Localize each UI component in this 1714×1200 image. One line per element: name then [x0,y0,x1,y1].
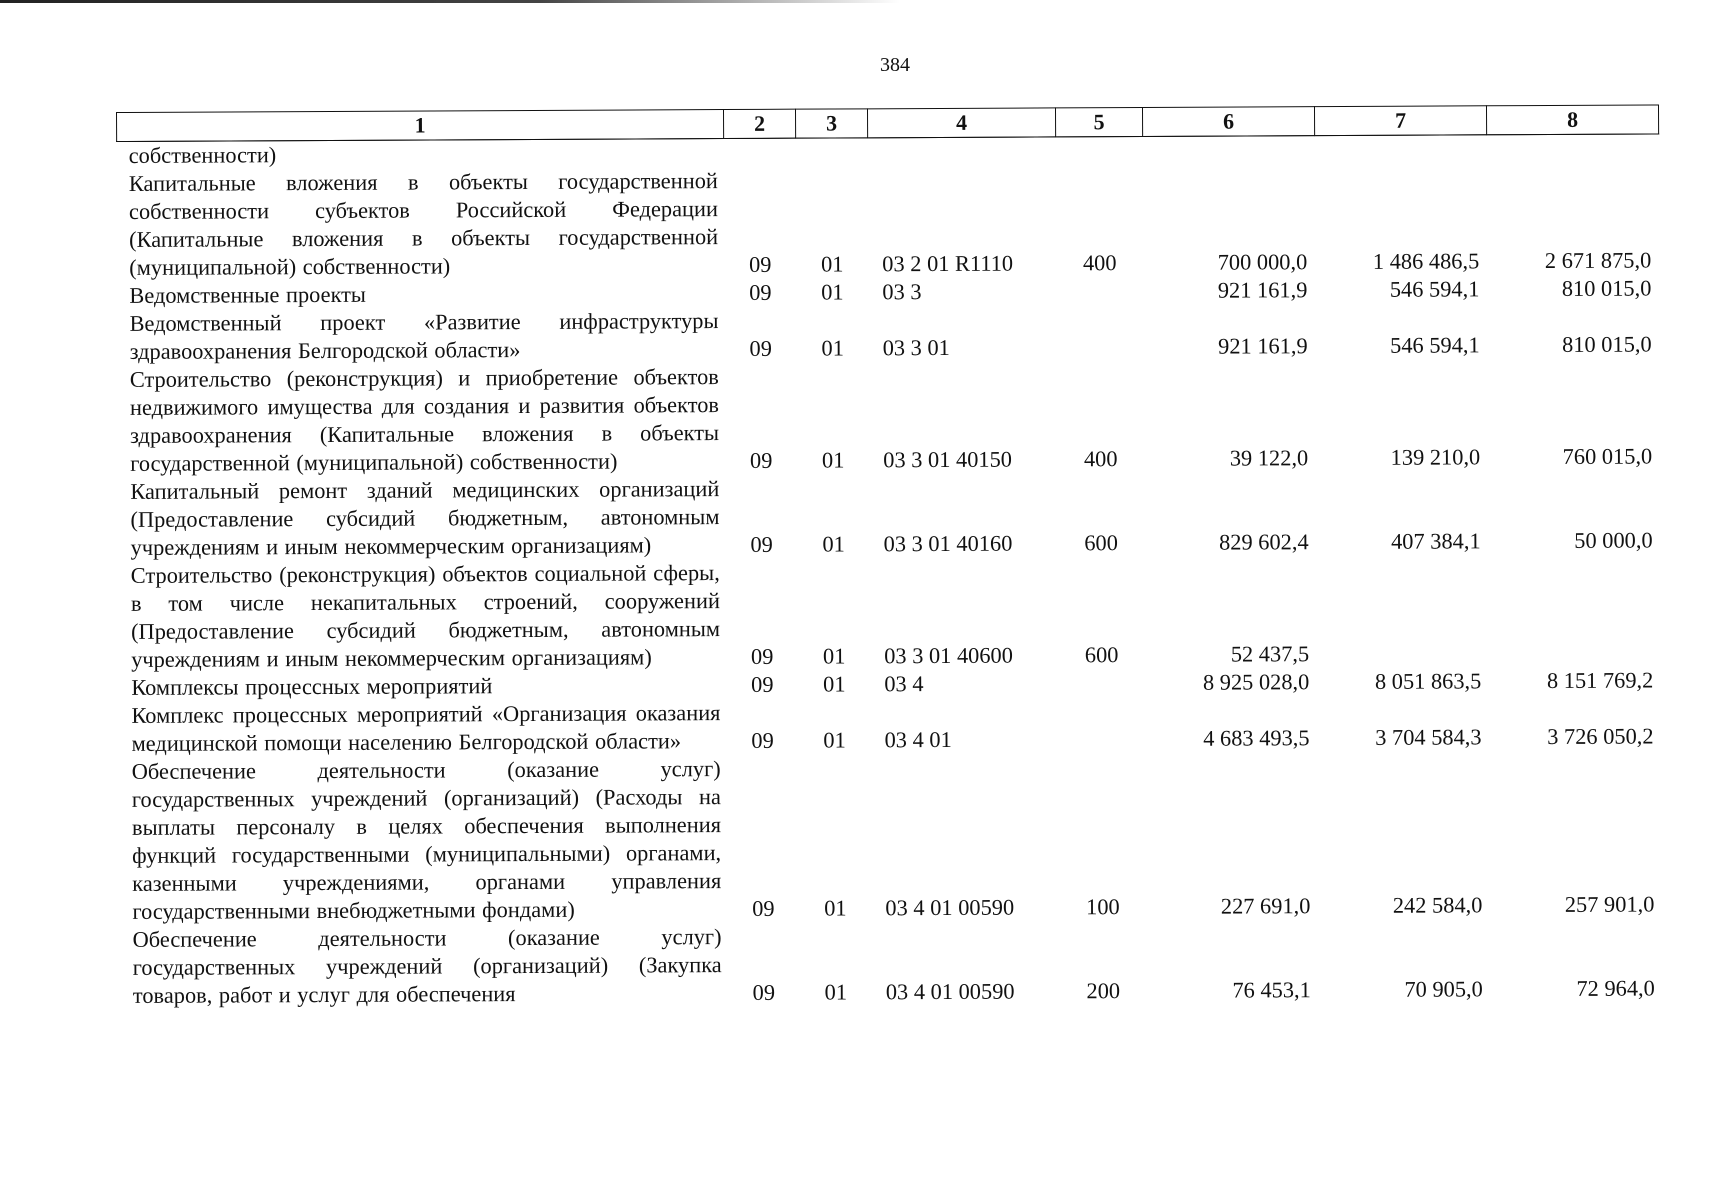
column-header-7: 7 [1314,106,1486,136]
table-row [119,694,1661,758]
table-row [120,918,1662,1010]
target-article-code: 03 4 01 00590 [885,894,1015,921]
amount-col-6: 700 000,0 [1217,249,1308,275]
amount-col-7: 546 594,1 [1389,276,1480,302]
subsection-code: 01 [824,979,848,1005]
target-article-code: 03 4 01 00590 [885,978,1015,1005]
amount-col-6: 39 122,0 [1229,445,1309,471]
subsection-code: 01 [822,531,845,557]
expense-type-code: 600 [1084,530,1118,556]
amount-col-7: 70 905,0 [1404,976,1483,1002]
amount-col-8: 810 015,0 [1562,331,1652,357]
row-description: Обеспечение деятельности (оказание услуг) государственных учреждений (организаций) (Закупка товаров, работ и услуг для обеспечения [132,924,722,1008]
amount-col-7: 3 704 584,3 [1375,724,1482,750]
target-article-code: 03 4 [884,671,924,697]
amount-col-8 [1487,134,1659,163]
amount-col-7: 546 594,1 [1390,332,1480,358]
amount-col-6: 4 683 493,5 [1203,725,1310,751]
amount-col-7: 1 486 486,5 [1372,248,1480,274]
table-row [117,302,1659,366]
row-description: Капитальный ремонт зданий медицинских организаций (Предоставление субсидий бюджетным, автономным учреждениям и иным некоммерческим организациям) [130,476,720,560]
table-row [117,162,1660,282]
row-description: Обеспечение деятельности (оказание услуг) государственных учреждений (организаций) (Расходы на выплаты персоналу в целях обеспечения выполнения функций государственными (муниципальными) органами, казенными учреждениями, органами управления государственными внебюджетными фондами) [131,756,722,924]
subsection-code: 01 [821,279,844,305]
budget-table [116,104,1663,1010]
target-article-code: 03 3 01 40600 [884,642,1013,669]
row-description: Капитальные вложения в объекты государственной собственности субъектов Российской Федерации (Капитальные вложения в объекты государственной (муниципальной) собственности) [128,168,719,280]
row-description: Строительство (реконструкция) объектов социальной сферы, в том числе некапитальных строений, сооружений (Предоставление субсидий бюджетным, автономным учреждениям и иным некоммерческим организациям) [130,560,721,672]
expense-type-code: 200 [1086,978,1121,1004]
expense-type-code: 600 [1084,642,1119,668]
subsection-code: 01 [823,727,846,753]
column-header-6: 6 [1142,107,1314,137]
section-code: 09 [749,279,772,305]
expense-type-code [1058,669,1145,697]
target-article-code: 03 4 01 [884,726,952,753]
table-body [117,134,1663,1010]
amount-col-8: 760 015,0 [1562,443,1653,469]
subsection-code: 01 [824,895,847,921]
section-code: 09 [749,335,772,361]
column-header-4: 4 [867,108,1055,138]
subsection-code: 01 [823,671,846,697]
subsection-code: 01 [821,447,845,473]
row-description: собственности) [128,142,277,168]
subsection-code: 01 [820,251,844,277]
row-description: Ведомственные проекты [129,281,367,308]
section-code: 09 [750,643,774,669]
table-row [118,358,1661,478]
expense-type-code [1058,697,1145,753]
column-header-8: 8 [1486,105,1658,135]
subsection-code: 01 [821,335,844,361]
scan-edge-shadow [0,0,900,3]
column-header-3: 3 [795,109,867,138]
column-header-5: 5 [1055,107,1142,136]
amount-col-8 [1489,554,1662,667]
page-number: 384 [880,54,910,76]
target-article-code: 03 3 01 [882,334,950,361]
column-header-1: 1 [117,110,724,142]
amount-col-7: 407 384,1 [1390,528,1481,554]
expense-type-code [1056,305,1143,361]
subsection-code: 01 [822,643,846,669]
row-description: Строительство (реконструкция) и приобретение объектов недвижимого имущества для создания и развития объектов здравоохранения (Капитальные вложения в объекты государственной (муниципальной) собственности) [129,364,720,476]
section-code: 09 [750,531,773,557]
subsection-code [796,138,868,167]
amount-col-6: 921 161,9 [1218,333,1308,359]
section-code: 09 [748,251,772,277]
expense-type-code [1056,277,1143,305]
row-description: Комплекс процессных мероприятий «Организация оказания медицинской помощи населению Белгородской области» [131,700,721,756]
amount-col-7: 8 051 863,5 [1374,668,1482,694]
section-code: 09 [749,447,773,473]
amount-col-8: 50 000,0 [1574,527,1653,553]
expense-type-code: 400 [1083,446,1118,472]
expense-type-code: 400 [1082,250,1117,276]
section-code: 09 [751,727,774,753]
amount-col-7 [1317,555,1490,668]
section-code [724,138,796,167]
column-header-2: 2 [723,109,795,138]
amount-col-8: 257 901,0 [1564,891,1655,917]
amount-col-6: 52 437,5 [1230,641,1310,667]
table-row [120,750,1663,926]
amount-col-6: 76 453,1 [1232,977,1311,1003]
amount-col-7: 139 210,0 [1390,444,1481,470]
amount-col-8: 8 151 769,2 [1546,667,1654,694]
amount-col-7: 242 584,0 [1392,892,1483,918]
target-article-code [868,137,1056,166]
row-description: Комплексы процессных мероприятий [131,673,493,700]
amount-col-6 [1143,136,1315,165]
section-code: 09 [752,895,775,921]
amount-col-8: 3 726 050,2 [1547,723,1654,750]
section-code: 09 [751,671,774,697]
target-article-code: 03 3 01 40160 [883,530,1013,557]
row-description: Ведомственный проект «Развитие инфраструктуры здравоохранения Белгородской области» [129,308,719,364]
amount-col-6: 829 602,4 [1218,529,1309,555]
table-row [119,554,1662,674]
amount-col-8: 810 015,0 [1561,275,1652,301]
budget-sheet [116,104,1663,1010]
target-article-code: 03 3 [882,279,922,305]
amount-col-6: 921 161,9 [1217,277,1308,303]
amount-col-6: 227 691,0 [1220,893,1311,919]
expense-type-code: 100 [1086,894,1120,920]
target-article-code: 03 2 01 R1110 [882,250,1014,277]
section-code: 09 [752,979,776,1005]
amount-col-7 [1315,135,1487,164]
amount-col-6: 8 925 028,0 [1202,669,1310,695]
amount-col-8: 2 671 875,0 [1544,247,1652,274]
expense-type-code [1056,136,1143,165]
amount-col-8: 72 964,0 [1576,975,1655,1001]
table-row [118,470,1660,562]
target-article-code: 03 3 01 40150 [883,446,1013,473]
